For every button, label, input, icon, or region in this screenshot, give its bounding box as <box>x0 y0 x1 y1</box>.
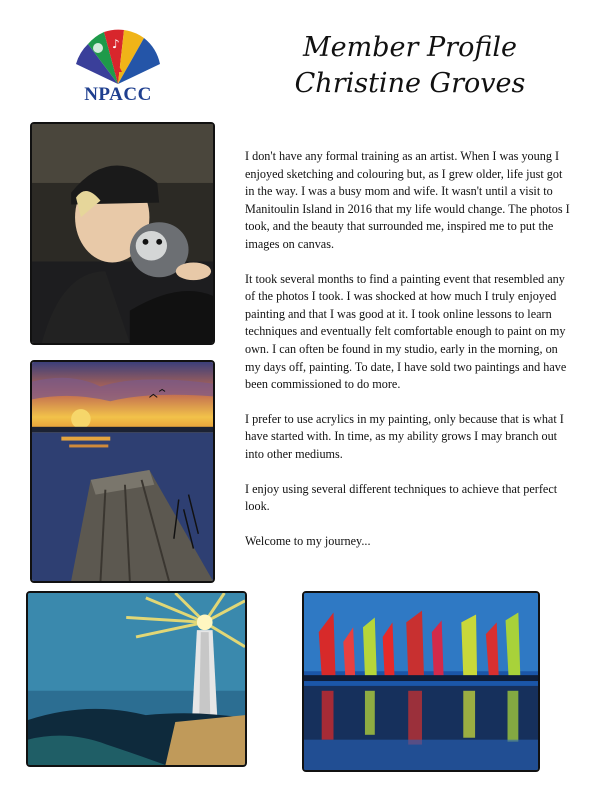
bio-paragraph-5: Welcome to my journey... <box>245 533 371 548</box>
dock-painting-image <box>30 360 215 583</box>
npacc-fan-logo-icon <box>68 26 168 86</box>
title-line-1: Member Profile <box>303 32 517 63</box>
sailboats-painting-image <box>302 591 540 772</box>
bio-paragraph-1: I don't have any formal training as an artist. When I was young I enjoyed sketching and colouring but, as I grew older, life just got in the way. I was a busy mom and wife. It wasn't until a visit to Manitoulin Island in 2016 that my life would change. The photos I took, and the beauty that surrounded me, inspired me to put the images on canvas. <box>245 149 570 251</box>
bio-text <box>245 148 573 567</box>
npacc-logo <box>68 26 168 106</box>
title-line-2: Christine Groves <box>294 68 526 99</box>
logo-text: NPACC <box>84 84 152 105</box>
bio-paragraph-2: It took several months to find a painting event that resembled any of the photos I took. I was shocked at how much I truly enjoyed painting and that I was good at it. I took online lessons to learn techniques and eventually felt comfortable enough to paint on my own. I can often be found in my studio, early in the morning, on my days off, painting. To date, I have sold two paintings and have been commissioned to do more. <box>245 271 567 392</box>
svg-text:♪: ♪ <box>112 37 120 51</box>
artist-portrait-image <box>30 122 215 345</box>
lighthouse-painting-image <box>26 591 247 767</box>
page-title <box>260 30 560 102</box>
bio-paragraph-3: I prefer to use acrylics in my painting, only because that is what I have started with. In time, as my ability grows I may branch out into other mediums. <box>245 411 564 461</box>
bio-paragraph-4: I enjoy using several different techniques to achieve that perfect look. <box>245 481 558 514</box>
